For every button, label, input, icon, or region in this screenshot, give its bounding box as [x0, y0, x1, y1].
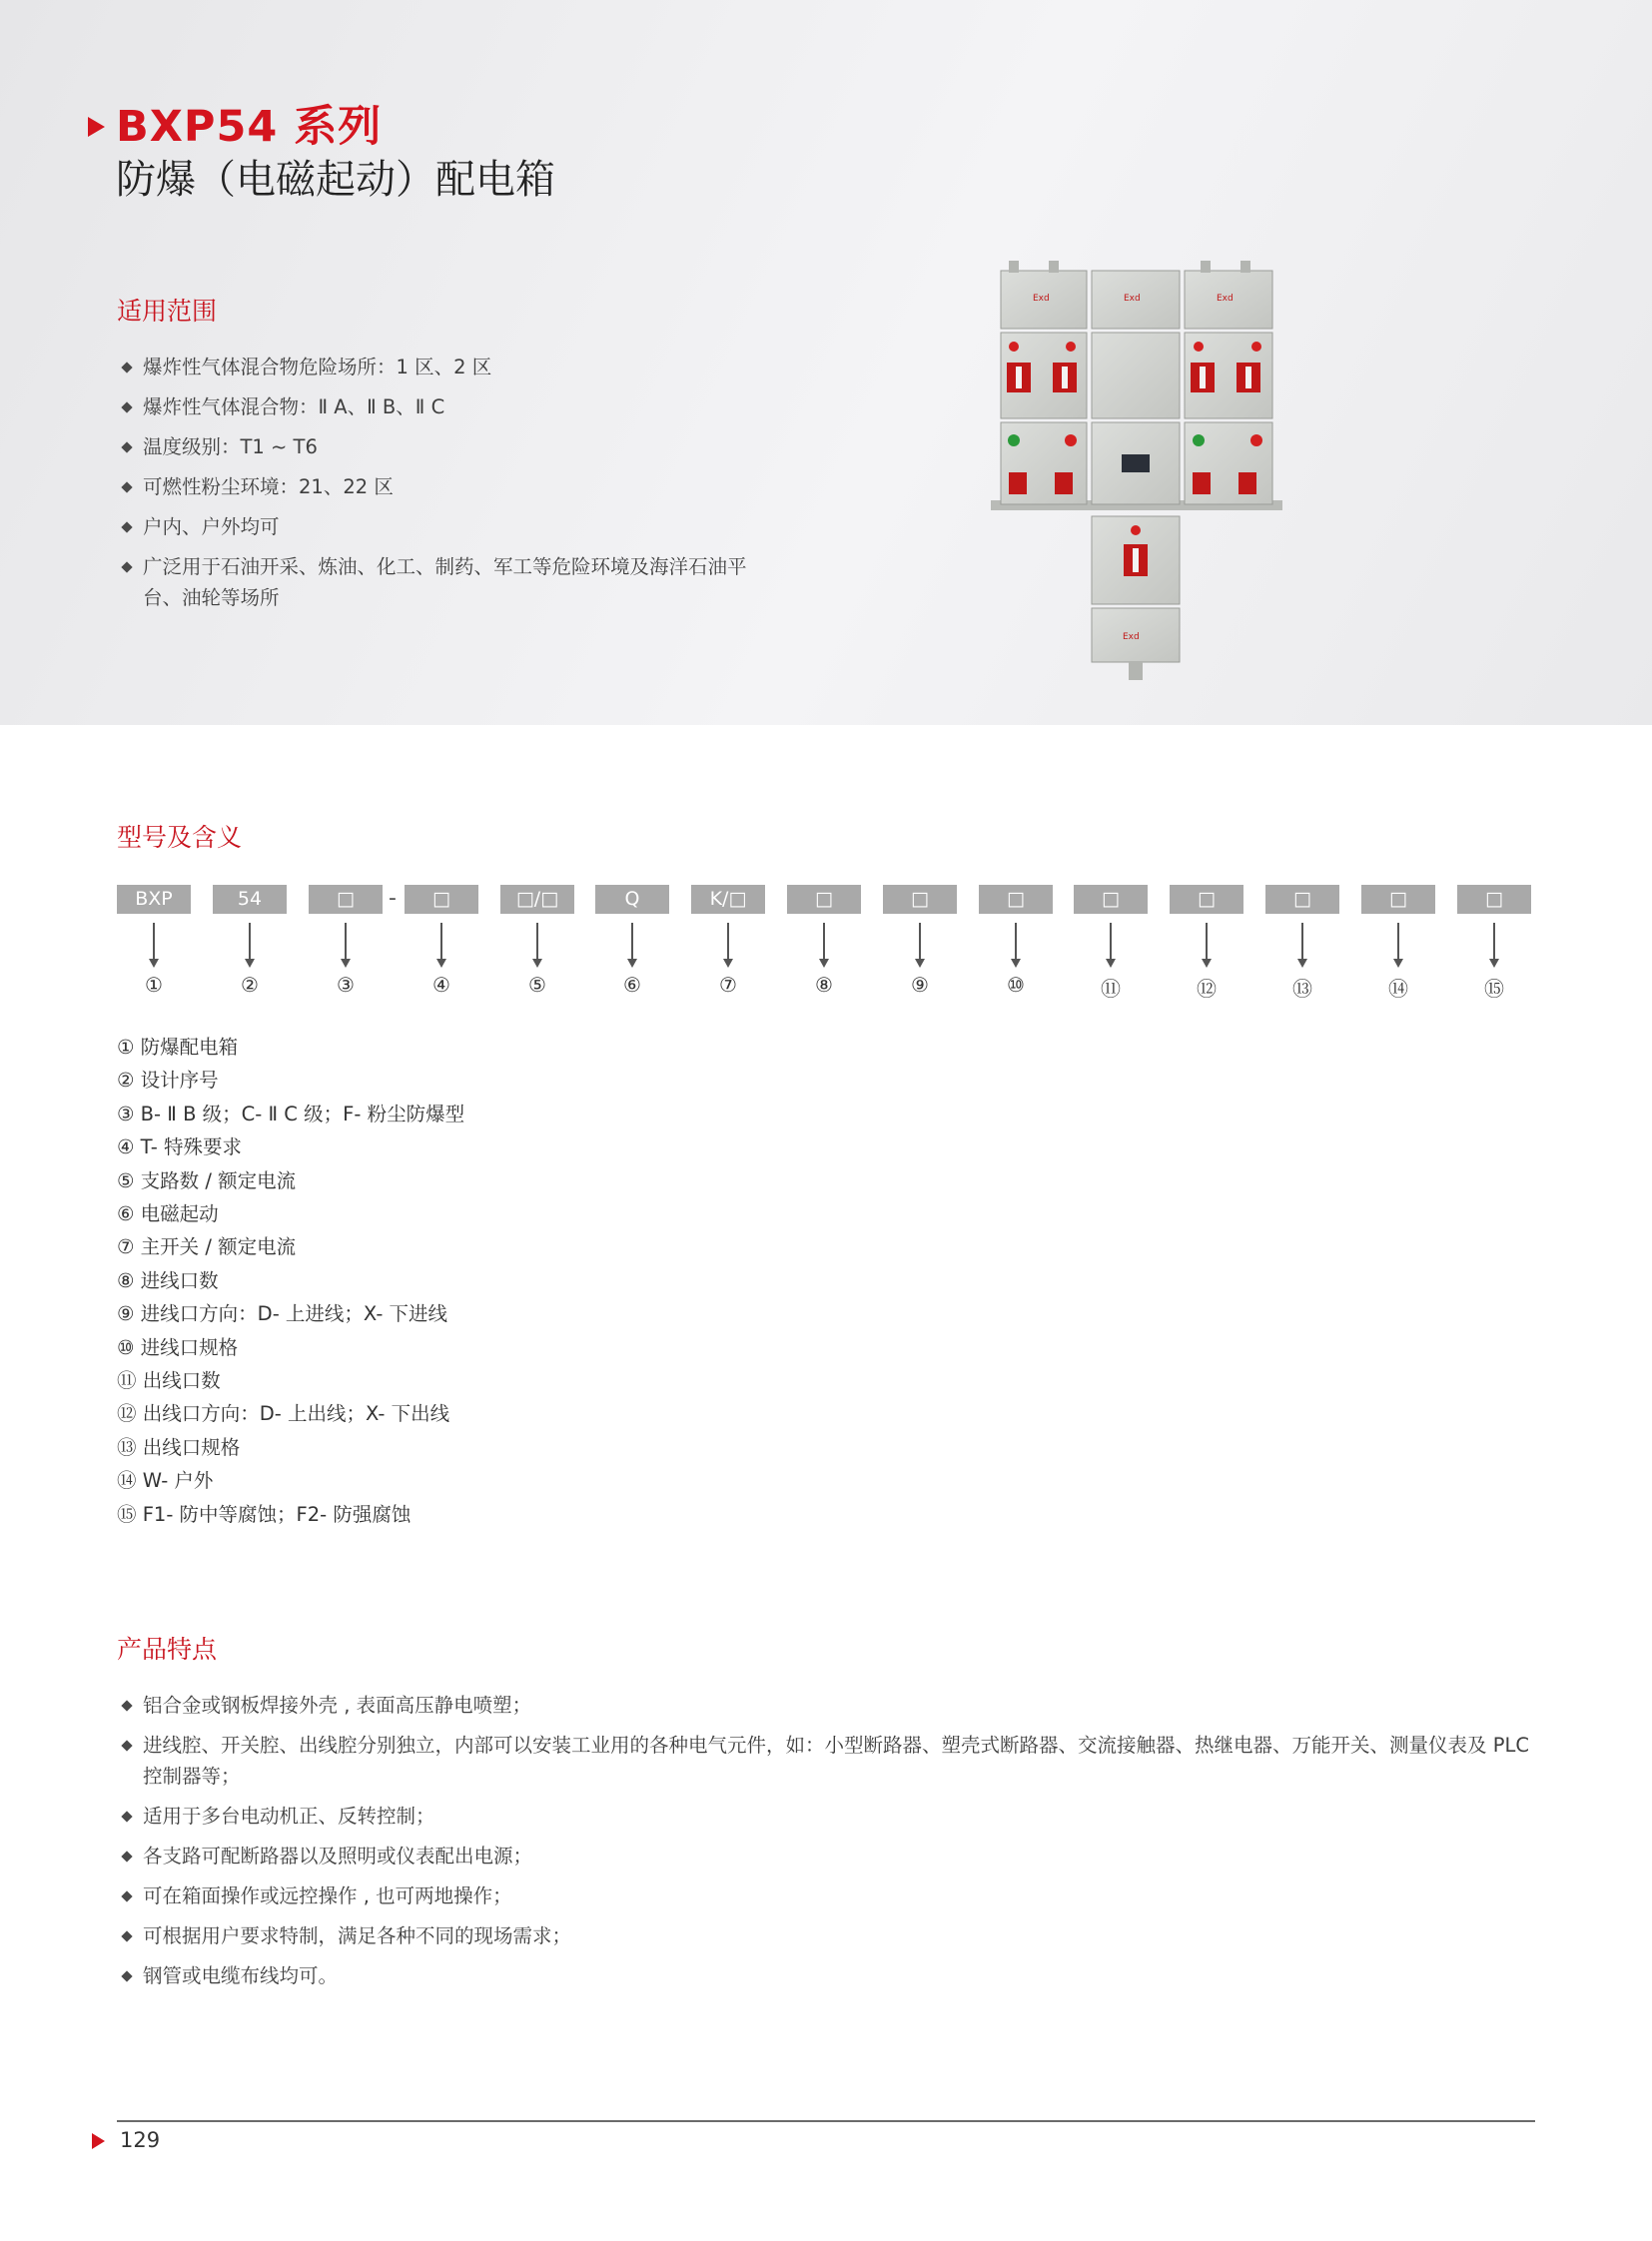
- model-meaning-item: ① 防爆配电箱: [117, 1036, 239, 1059]
- scope-item: 温度级别：T1 ~ T6: [121, 431, 760, 462]
- button-panel-right: [1185, 422, 1272, 504]
- model-meaning-item: ⑮ F1- 防中等腐蚀；F2- 防强腐蚀: [117, 1502, 412, 1526]
- switch-panel-right: [1185, 333, 1272, 418]
- center-panel-upper: [1092, 333, 1180, 418]
- series-title: BXP54 系列: [116, 102, 383, 152]
- model-position-number: ⑫: [1197, 977, 1217, 1001]
- model-position-number: ⑬: [1292, 977, 1312, 1001]
- model-position-number: ③: [337, 973, 355, 997]
- scope-list: [121, 352, 760, 622]
- feature-item: 钢管或电缆布线均可。: [121, 1960, 1539, 1991]
- down-arrow-icon: [117, 919, 191, 969]
- model-meaning-item: ⑧ 进线口数: [117, 1268, 219, 1292]
- model-code-box: □: [1074, 885, 1148, 914]
- exd-mark: Exd: [1217, 294, 1234, 304]
- model-position-number: ⑪: [1101, 977, 1121, 1001]
- main-switch-enclosure: [1092, 516, 1180, 604]
- scope-item: 爆炸性气体混合物：Ⅱ A、Ⅱ B、Ⅱ C: [121, 391, 760, 422]
- features-heading: 产品特点: [117, 1635, 218, 1664]
- model-code-box: □: [883, 885, 957, 914]
- model-code-box: □: [1170, 885, 1243, 914]
- product-subtitle: 防爆（电磁起动）配电箱: [116, 157, 555, 203]
- model-code-box: □: [1457, 885, 1531, 914]
- feature-item: 各支路可配断路器以及照明或仪表配出电源；: [121, 1841, 1539, 1871]
- model-code-box: □: [979, 885, 1053, 914]
- footer-rule: [117, 2120, 1535, 2122]
- down-arrow-icon: [405, 919, 478, 969]
- feature-item: 进线腔、开关腔、出线腔分别独立，内部可以安装工业用的各种电气元件，如：小型断路器、塑壳式断路器、交流接触器、热继电器、万能开关、测量仪表及 PLC 控制器等；: [121, 1730, 1539, 1792]
- enclosure-top-left: [1001, 261, 1087, 329]
- title-triangle-icon: [88, 117, 105, 137]
- page-triangle-icon: [92, 2133, 105, 2149]
- model-code-box: □: [1361, 885, 1435, 914]
- enclosure-top-middle: [1092, 271, 1180, 329]
- model-position-number: ④: [432, 973, 450, 997]
- model-meaning-item: ③ B- Ⅱ B 级；C- Ⅱ C 级；F- 粉尘防爆型: [117, 1102, 465, 1125]
- scope-heading: 适用范围: [117, 297, 218, 326]
- down-arrow-icon: [309, 919, 383, 969]
- scope-item: 户内、户外均可: [121, 511, 760, 542]
- model-code-box: □/□: [500, 885, 574, 914]
- model-meaning-item: ⑫ 出线口方向：D- 上出线；X- 下出线: [117, 1402, 450, 1426]
- feature-item: 可在箱面操作或远控操作 , 也可两地操作；: [121, 1880, 1539, 1911]
- model-position-number: ⑮: [1484, 977, 1504, 1001]
- down-arrow-icon: [979, 919, 1053, 969]
- model-code-box: □: [787, 885, 861, 914]
- scope-item: 可燃性粉尘环境：21、22 区: [121, 471, 760, 502]
- down-arrow-icon: [500, 919, 574, 969]
- model-code-box: K/□: [691, 885, 765, 914]
- model-code-box: □: [309, 885, 383, 914]
- model-meaning-item: ⑭ W- 户外: [117, 1469, 214, 1493]
- model-code-box: Q: [595, 885, 669, 914]
- features-list: [121, 1690, 1539, 2000]
- model-code-box: BXP: [117, 885, 191, 914]
- down-arrow-icon: [1170, 919, 1243, 969]
- product-photo: [989, 255, 1288, 694]
- switch-panel-left: [1001, 333, 1087, 418]
- down-arrow-icon: [883, 919, 957, 969]
- model-separator: -: [389, 886, 397, 911]
- button-panel-left: [1001, 422, 1087, 504]
- bottom-terminal-box: [1092, 608, 1180, 680]
- model-meaning-item: ⑩ 进线口规格: [117, 1335, 239, 1359]
- model-code-diagram: [117, 885, 1535, 1005]
- model-code-box: 54: [213, 885, 287, 914]
- down-arrow-icon: [691, 919, 765, 969]
- model-code-box: □: [405, 885, 478, 914]
- exd-mark: Exd: [1123, 632, 1140, 642]
- model-position-number: ⑥: [623, 973, 641, 997]
- model-heading: 型号及含义: [117, 823, 243, 852]
- down-arrow-icon: [595, 919, 669, 969]
- model-meaning-item: ⑨ 进线口方向：D- 上进线；X- 下进线: [117, 1302, 448, 1326]
- model-position-number: ⑧: [815, 973, 833, 997]
- model-meaning-item: ⑦ 主开关 / 额定电流: [117, 1235, 297, 1259]
- model-meaning-item: ⑥ 电磁起动: [117, 1202, 219, 1226]
- model-meaning-list: [117, 1031, 464, 1531]
- down-arrow-icon: [1457, 919, 1531, 969]
- model-position-number: ①: [145, 973, 163, 997]
- model-meaning-item: ⑬ 出线口规格: [117, 1435, 241, 1459]
- feature-item: 可根据用户要求特制，满足各种不同的现场需求；: [121, 1920, 1539, 1951]
- scope-item: 爆炸性气体混合物危险场所：1 区、2 区: [121, 352, 760, 382]
- exd-mark: Exd: [1033, 294, 1050, 304]
- model-position-number: ⑭: [1388, 977, 1408, 1001]
- center-panel-meter: [1092, 422, 1180, 504]
- enclosure-top-right: [1185, 261, 1272, 329]
- page-number: 129: [120, 2128, 161, 2152]
- model-position-number: ⑦: [719, 973, 737, 997]
- scope-item: 广泛用于石油开采、炼油、化工、制药、军工等危险环境及海洋石油平台、油轮等场所: [121, 551, 760, 613]
- down-arrow-icon: [213, 919, 287, 969]
- down-arrow-icon: [1265, 919, 1339, 969]
- model-position-number: ⑨: [911, 973, 929, 997]
- model-position-number: ⑤: [528, 973, 546, 997]
- model-code-box: □: [1265, 885, 1339, 914]
- model-meaning-item: ⑤ 支路数 / 额定电流: [117, 1168, 297, 1192]
- model-position-number: ⑩: [1007, 973, 1025, 997]
- down-arrow-icon: [1361, 919, 1435, 969]
- model-meaning-item: ⑪ 出线口数: [117, 1369, 221, 1393]
- exd-mark: Exd: [1124, 294, 1141, 304]
- feature-item: 铝合金或钢板焊接外壳 , 表面高压静电喷塑；: [121, 1690, 1539, 1721]
- feature-item: 适用于多台电动机正、反转控制；: [121, 1801, 1539, 1832]
- model-meaning-item: ② 设计序号: [117, 1069, 219, 1093]
- down-arrow-icon: [1074, 919, 1148, 969]
- model-position-number: ②: [241, 973, 259, 997]
- down-arrow-icon: [787, 919, 861, 969]
- model-meaning-item: ④ T- 特殊要求: [117, 1135, 243, 1159]
